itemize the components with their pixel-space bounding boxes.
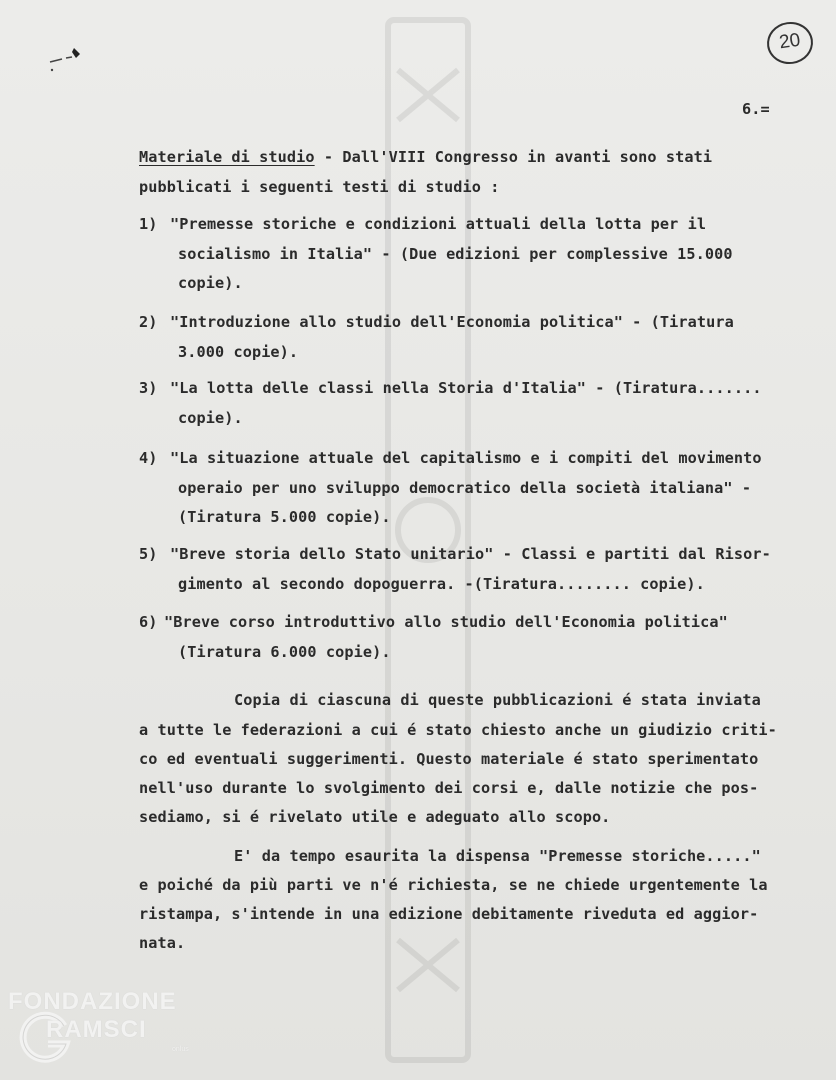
list-item-line: gimento al secondo dopoguerra. -(Tiratura........ copie).: [178, 575, 705, 593]
paragraph-line: nell'uso durante lo svolgimento dei corsi e, dalle notizie che pos-: [139, 779, 759, 797]
list-item-number: 3): [139, 379, 158, 397]
circled-page-number: 20: [764, 19, 815, 67]
list-item-line: (Tiratura 6.000 copie).: [178, 643, 391, 661]
list-item-line: "Breve corso introduttivo allo studio dell'Economia politica": [164, 613, 728, 631]
list-item-number: 6): [139, 613, 158, 631]
paragraph-line: nata.: [139, 934, 186, 952]
logo-subtext: onlus: [172, 1046, 189, 1053]
list-item-number: 5): [139, 545, 158, 563]
intro-line-1: [139, 145, 712, 169]
list-item-line: 3.000 copie).: [178, 343, 299, 361]
ink-mark: [46, 44, 86, 74]
section-heading: Materiale di studio: [139, 148, 315, 166]
list-item-line: "Introduzione allo studio dell'Economia politica" - (Tiratura: [170, 313, 734, 331]
list-item-line: copie).: [178, 409, 243, 427]
list-item-number: 2): [139, 313, 158, 331]
intro-line-1-text: - Dall'VIII Congresso in avanti sono stati: [314, 148, 713, 166]
list-item-line: "La lotta delle classi nella Storia d'Italia" - (Tiratura.......: [170, 379, 762, 397]
paragraph-line: E' da tempo esaurita la dispensa "Premesse storiche.....": [234, 847, 761, 865]
logo-line-2: RAMSCI: [46, 1016, 147, 1043]
list-item-number: 4): [139, 449, 158, 467]
fondazione-gramsci-logo: [8, 988, 208, 1068]
list-item-line: operaio per uno sviluppo democratico della società italiana" -: [178, 479, 752, 497]
intro-line-2: pubblicati i seguenti testi di studio :: [139, 178, 500, 196]
logo-line-1: FONDAZIONE: [8, 988, 177, 1015]
paragraph-line: a tutte le federazioni a cui é stato chiesto anche un giudizio criti-: [139, 721, 777, 739]
list-item-line: (Tiratura 5.000 copie).: [178, 508, 391, 526]
list-item-line: socialismo in Italia" - (Due edizioni per complessive 15.000: [178, 245, 733, 263]
list-item-line: copie).: [178, 274, 243, 292]
list-item-line: "Premesse storiche e condizioni attuali della lotta per il: [170, 215, 707, 233]
paragraph-line: ristampa, s'intende in una edizione debitamente riveduta ed aggior-: [139, 905, 759, 923]
paragraph-line: e poiché da più parti ve n'é richiesta, se ne chiede urgentemente la: [139, 876, 768, 894]
typed-page-number: 6.=: [742, 100, 770, 118]
paragraph-line: sediamo, si é rivelato utile e adeguato allo scopo.: [139, 808, 611, 826]
list-item-line: "Breve storia dello Stato unitario" - Classi e partiti dal Risor-: [170, 545, 771, 563]
list-item-number: 1): [139, 215, 158, 233]
paragraph-line: Copia di ciascuna di queste pubblicazioni é stata inviata: [234, 691, 761, 709]
list-item-line: "La situazione attuale del capitalismo e i compiti del movimento: [170, 449, 762, 467]
paragraph-line: co ed eventuali suggerimenti. Questo materiale é stato sperimentato: [139, 750, 759, 768]
